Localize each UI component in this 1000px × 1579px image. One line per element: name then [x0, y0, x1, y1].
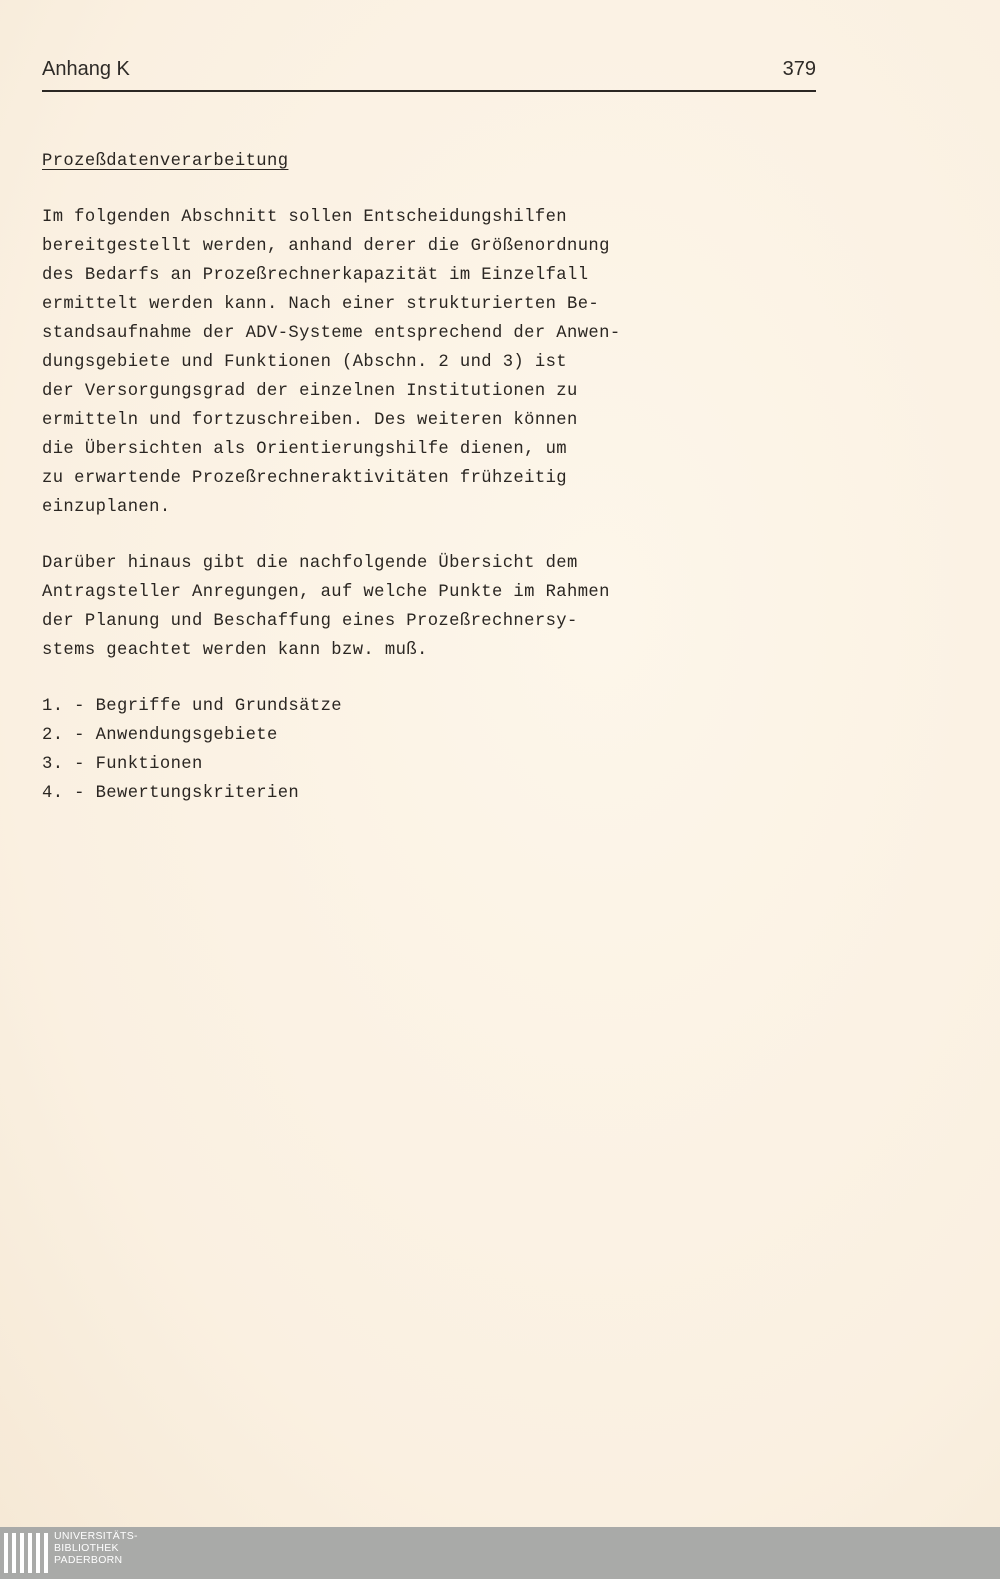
list-item: 1. - Begriffe und Grundsätze	[42, 697, 342, 716]
library-logo-text	[54, 1530, 138, 1566]
list-item: 2. - Anwendungsgebiete	[42, 726, 278, 745]
logo-line: PADERBORN	[54, 1554, 123, 1566]
header-divider	[42, 90, 816, 92]
paragraph-line: Im folgenden Abschnitt sollen Entscheidungshilfen	[42, 208, 567, 227]
paragraph-line: Antragsteller Anregungen, auf welche Punkte im Rahmen	[42, 583, 610, 602]
list-item: 3. - Funktionen	[42, 755, 203, 774]
logo-line: BIBLIOTHEK	[54, 1542, 119, 1554]
paragraph-line: standsaufnahme der ADV-Systeme entsprechend der Anwen-	[42, 324, 621, 343]
paragraph-line: ermitteln und fortzuschreiben. Des weiteren können	[42, 411, 578, 430]
paragraph-line: der Planung und Beschaffung eines Prozeßrechnersy-	[42, 612, 578, 631]
library-footer-bar	[0, 1527, 1000, 1579]
paragraph-intro	[42, 203, 762, 522]
section-heading: Prozeßdatenverarbeitung	[42, 152, 289, 171]
paragraph-line: die Übersichten als Orientierungshilfe dienen, um	[42, 440, 567, 459]
paragraph-line: dungsgebiete und Funktionen (Abschn. 2 und 3) ist	[42, 353, 567, 372]
header-page-number: 379	[782, 58, 816, 80]
paragraph-applicant	[42, 549, 762, 665]
paragraph-line: des Bedarfs an Prozeßrechnerkapazität im Einzelfall	[42, 266, 589, 285]
library-logo-bars-icon	[4, 1533, 48, 1573]
paragraph-line: ermittelt werden kann. Nach einer strukturierten Be-	[42, 295, 600, 314]
logo-line: UNIVERSITÄTS-	[54, 1530, 138, 1542]
header-section-title: Anhang K	[42, 58, 130, 80]
paragraph-line: einzuplanen.	[42, 498, 171, 517]
outline-list	[42, 692, 342, 808]
paragraph-line: zu erwartende Prozeßrechneraktivitäten frühzeitig	[42, 469, 567, 488]
paragraph-line: stems geachtet werden kann bzw. muß.	[42, 641, 428, 660]
paragraph-line: Darüber hinaus gibt die nachfolgende Übersicht dem	[42, 554, 578, 573]
running-header	[42, 58, 816, 86]
library-logo	[0, 1527, 140, 1579]
paragraph-line: der Versorgungsgrad der einzelnen Institutionen zu	[42, 382, 578, 401]
list-item: 4. - Bewertungskriterien	[42, 784, 300, 803]
paragraph-line: bereitgestellt werden, anhand derer die Größenordnung	[42, 237, 610, 256]
